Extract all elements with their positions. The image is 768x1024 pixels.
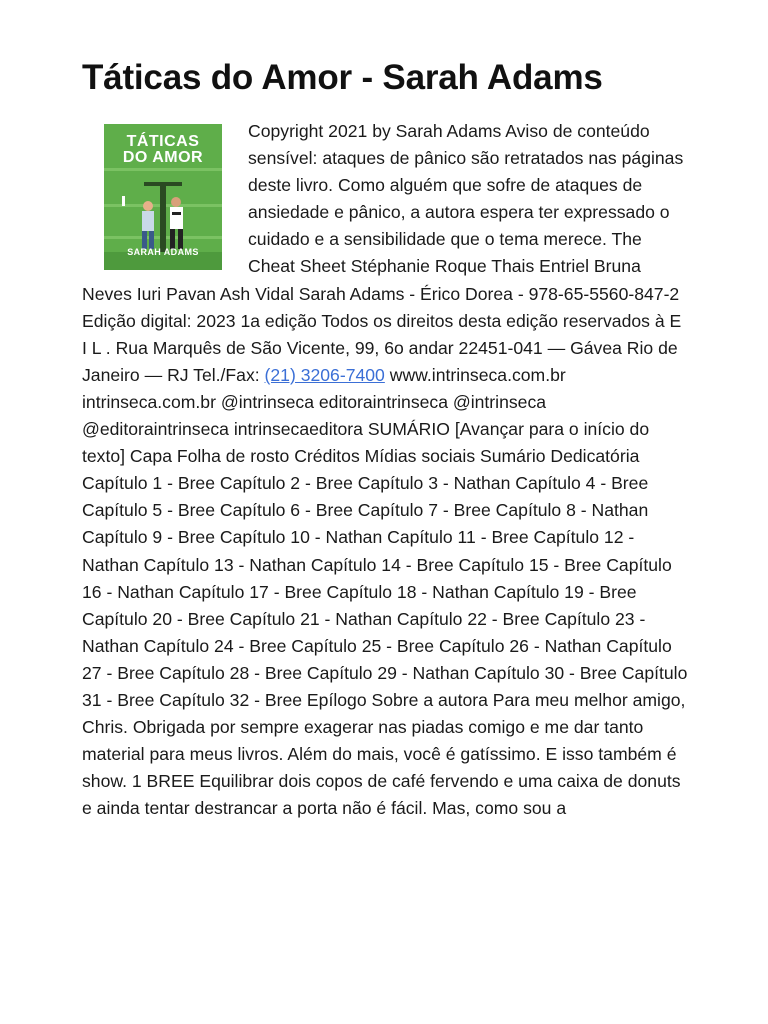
document-page	[82, 56, 688, 822]
cover-title	[104, 134, 222, 166]
document-title: Táticas do Amor - Sarah Adams	[82, 58, 603, 97]
book-cover-image	[104, 124, 222, 270]
phone-link[interactable]: (21) 3206-7400	[264, 364, 385, 385]
body-text-part-1: Copyright 2021 by Sarah Adams Aviso de conteúdo sensível: ataques de pânico são retratados nas páginas deste livro. Como alguém que sofre de ataques de ansiedade e pânico, a autora espera ter expressado o cuidado e a sensibilidade que o tema merece. The Cheat Sheet Stéphanie Roque Thais Entriel Bruna Neves Iuri Pavan Ash Vidal Sarah Adams - Érico Dorea - 978-65-5560-847-2 Edição digital: 2023 1a edição Todos os direitos desta edição reservados à E I L . Rua Marquês de São Vicente, 99, 6o andar 22451-041 — Gávea Rio de Janeiro — RJ Tel./Fax:	[82, 121, 684, 385]
body-text-part-2: www.intrinseca.com.br intrinseca.com.br @intrinseca editoraintrinseca @intrinseca @editoraintrinseca intrinsecaeditora SUMÁRIO [Avançar para o início do texto] Capa Folha de rosto Créditos Mídias sociais Sumário Dedicatória Capítulo 1 - Bree Capítulo 2 - Bree Capítulo 3 - Nathan Capítulo 4 - Bree Capítulo 5 - Bree Capítulo 6 - Bree Capítulo 7 - Bree Capítulo 8 - Nathan Capítulo 9 - Bree Capítulo 10 - Nathan Capítulo 11 - Bree Capítulo 12 - Nathan Capítulo 13 - Nathan Capítulo 14 - Bree Capítulo 15 - Bree Capítulo 16 - Nathan Capítulo 17 - Bree Capítulo 18 - Nathan Capítulo 19 - Bree Capítulo 20 - Bree Capítulo 21 - Nathan Capítulo 22 - Bree Capítulo 23 - Nathan Capítulo 24 - Bree Capítulo 25 - Bree Capítulo 26 - Nathan Capítulo 27 - Bree Capítulo 28 - Bree Capítulo 29 - Nathan Capítulo 30 - Bree Capítulo 31 - Bree Capítulo 32 - Bree Epílogo Sobre a autora Para meu melhor amigo, Chris. Obrigada por sempre exagerar nas piadas comigo e me dar tanto material para meus livros. Além do mais, você é gatíssimo. E isso também é show. 1 BREE Equilibrar dois copos de café fervendo e uma caixa de donuts e ainda tentar destrancar a porta não é fácil. Mas, como sou a	[82, 364, 688, 819]
cover-title-line-1: TÁTICAS	[126, 133, 200, 150]
document-body	[82, 118, 688, 822]
cover-title-line-2: DO AMOR	[122, 149, 204, 166]
cover-author: SARAH ADAMS	[127, 246, 199, 257]
